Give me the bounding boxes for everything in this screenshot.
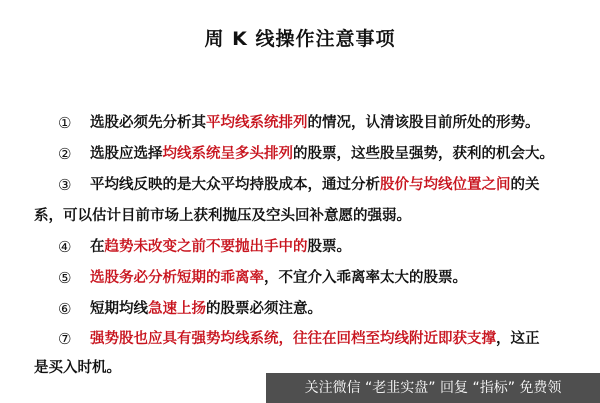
item-text	[90, 237, 351, 257]
item-text	[90, 144, 554, 164]
text-segment: 的股票必须注意。	[206, 301, 322, 317]
text-segment: 短期均线	[90, 301, 148, 317]
highlight-segment: 股价与均线位置之间	[380, 177, 511, 193]
text-segment: 的关	[510, 177, 540, 193]
page-title: 周 K 线操作注意事项	[204, 28, 396, 50]
highlight-segment: 急速上扬	[148, 301, 206, 317]
highlight-segment: 选股务必分析短期的乖离率	[90, 270, 264, 286]
item-number: ②	[58, 145, 72, 163]
text-segment: 选股必须先分析其	[90, 115, 206, 131]
text-segment: ，不宜介入乖离率太大的股票。	[264, 270, 467, 286]
text-segment: 股票。	[307, 239, 351, 255]
text-segment: ，这正	[496, 331, 540, 347]
highlight-segment: 平均线系统排列	[206, 115, 308, 131]
text-segment: 选股应选择	[90, 146, 163, 162]
item-text	[34, 206, 411, 226]
item-text	[90, 113, 540, 133]
watermark-banner: 关注微信 “老韭实盘” 回复 “指标” 免费领	[266, 373, 600, 403]
highlight-segment: 趋势未改变之前不要抛出手中的	[104, 239, 308, 255]
item-number: ⑤	[58, 269, 72, 287]
item-number: ①	[58, 114, 72, 132]
highlight-segment: 强势股也应具有强势均线系统，往往在回档至均线附近即获支撑	[90, 331, 496, 347]
item-number: ④	[58, 238, 72, 256]
item-text	[34, 358, 121, 378]
item-text	[90, 268, 467, 288]
text-segment: 系，可以估计目前市场上获利抛压及空头回补意愿的强弱。	[34, 208, 411, 224]
item-number: ③	[58, 176, 72, 194]
item-text	[90, 175, 540, 195]
text-segment: 是买入时机。	[34, 360, 121, 376]
highlight-segment: 均线系统呈多头排列	[162, 146, 293, 162]
item-number: ⑦	[58, 330, 72, 348]
text-segment: 平均线反映的是大众平均持股成本，通过分析	[90, 177, 380, 193]
item-number: ⑥	[58, 300, 72, 318]
item-text	[90, 299, 322, 319]
text-segment: 的股票，这些股呈强势，获利的机会大。	[293, 146, 554, 162]
text-segment: 的情况，认清该股目前所处的形势。	[307, 115, 540, 131]
item-text	[90, 329, 540, 349]
text-segment: 在	[90, 239, 105, 255]
